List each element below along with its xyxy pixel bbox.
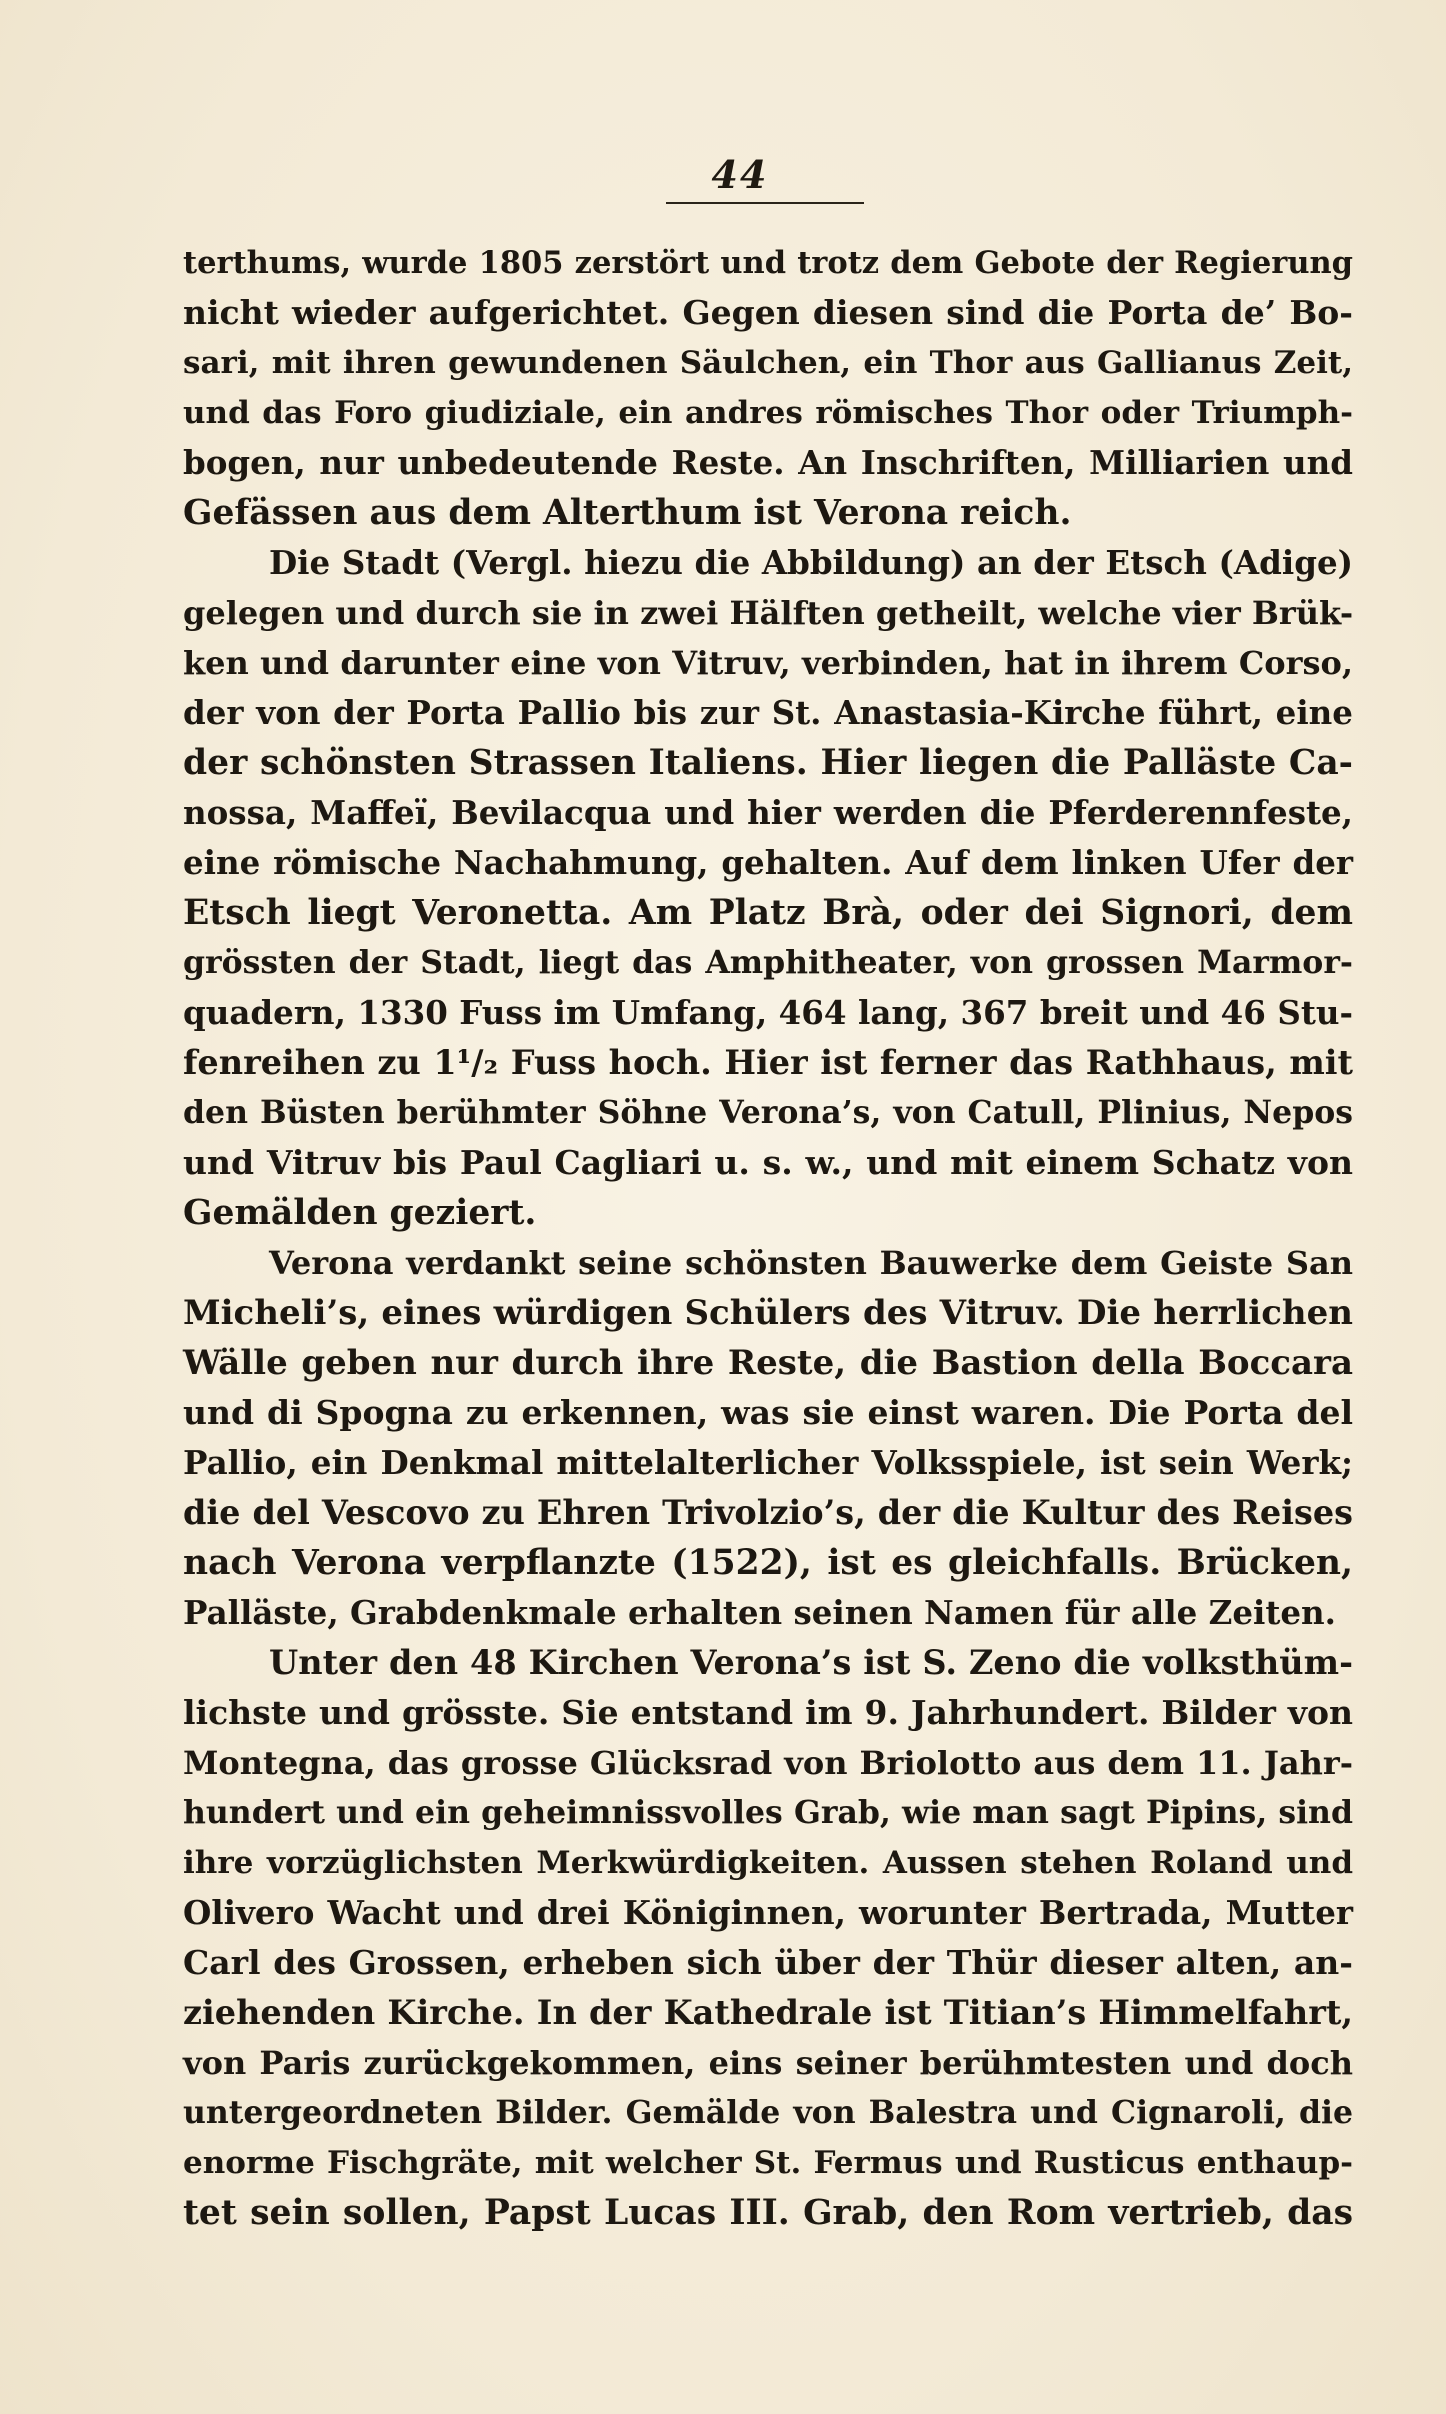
text-line: enorme Fischgräte, mit welcher St. Fermus und Rusticus enthaup- xyxy=(183,2145,1353,2181)
text-line: nossa, Maffeï, Bevilacqua und hier werden die Pferderennfeste, xyxy=(183,793,1353,832)
text-line: Carl des Grossen, erheben sich über der Thür dieser alten, an- xyxy=(183,1943,1353,1982)
text-line: gelegen und durch sie in zwei Hälften getheilt, welche vier Brük- xyxy=(183,594,1354,632)
text-line: Pallio, ein Denkmal mittelalterlicher Volksspiele, ist sein Werk; xyxy=(183,1443,1353,1482)
text-line: Gemälden geziert. xyxy=(183,1193,537,1233)
text-line: grössten der Stadt, liegt das Amphitheater, von grossen Marmor- xyxy=(183,944,1353,981)
text-line: nach Verona verpflanzte (1522), ist es gleichfalls. Brücken, xyxy=(183,1543,1353,1583)
text-line: hundert und ein geheimnissvolles Grab, wie man sagt Pipins, sind xyxy=(183,1794,1353,1831)
text-line: ihre vorzüglichsten Merkwürdigkeiten. Aussen stehen Roland und xyxy=(183,1845,1353,1881)
text-line: untergeordneten Bilder. Gemälde von Balestra und Cignaroli, die xyxy=(183,2094,1353,2131)
page-number: 44 xyxy=(711,152,769,197)
text-line: Verona verdankt seine schönsten Bauwerke dem Geiste San xyxy=(269,1244,1353,1282)
text-line: Wälle geben nur durch ihre Reste, die Bastion della Boccara xyxy=(183,1343,1353,1383)
text-line: lichste und grösste. Sie entstand im 9. Jahrhundert. Bilder von xyxy=(183,1693,1353,1732)
text-line: tet sein sollen, Papst Lucas III. Grab, den Rom vertrieb, das xyxy=(183,2193,1353,2233)
text-line: quadern, 1330 Fuss im Umfang, 464 lang, 367 breit und 46 Stu- xyxy=(183,993,1353,1032)
text-line: Die Stadt (Vergl. hiezu die Abbildung) an der Etsch (Adige) xyxy=(269,543,1353,582)
text-line: ken und darunter eine von Vitruv, verbinden, hat in ihrem Corso, xyxy=(183,644,1353,682)
text-line: Montegna, das grosse Glücksrad von Briolotto aus dem 11. Jahr- xyxy=(183,1744,1353,1782)
text-line: fenreihen zu 1¹/₂ Fuss hoch. Hier ist ferner das Rathhaus, mit xyxy=(183,1043,1353,1082)
text-line: Micheli’s, eines würdigen Schülers des Vitruv. Die herrlichen xyxy=(183,1293,1353,1333)
text-line: Etsch liegt Veronetta. Am Platz Brà, oder dei Signori, dem xyxy=(183,893,1353,933)
text-line: die del Vescovo zu Ehren Trivolzio’s, der die Kultur des Reises xyxy=(183,1493,1353,1532)
text-line: bogen, nur unbedeutende Reste. An Inschriften, Milliarien und xyxy=(183,443,1353,482)
text-line: Gefässen aus dem Alterthum ist Verona reich. xyxy=(183,493,1072,533)
text-line: ziehenden Kirche. In der Kathedrale ist Titian’s Himmelfahrt, xyxy=(183,1993,1353,2032)
header-rule xyxy=(666,202,864,204)
text-line: von Paris zurückgekommen, eins seiner berühmtesten und doch xyxy=(183,2044,1353,2082)
text-line: sari, mit ihren gewundenen Säulchen, ein Thor aus Gallianus Zeit, xyxy=(183,345,1353,381)
text-line: und di Spogna zu erkennen, was sie einst waren. Die Porta del xyxy=(183,1393,1353,1432)
body-text xyxy=(183,238,1353,2238)
text-line: nicht wieder aufgerichtet. Gegen diesen sind die Porta de’ Bo- xyxy=(183,293,1353,332)
text-line: terthums, wurde 1805 zerstört und trotz dem Gebote der Regierung xyxy=(183,245,1353,281)
text-line: Unter den 48 Kirchen Verona’s ist S. Zeno die volksthüm- xyxy=(269,1643,1353,1682)
text-line: den Büsten berühmter Söhne Verona’s, von Catull, Plinius, Nepos xyxy=(183,1094,1353,1131)
text-line: Palläste, Grabdenkmale erhalten seinen Namen für alle Zeiten. xyxy=(183,1593,1336,1632)
text-line: der schönsten Strassen Italiens. Hier liegen die Palläste Ca- xyxy=(183,743,1353,783)
text-line: und das Foro giudiziale, ein andres römisches Thor oder Triumph- xyxy=(183,395,1353,431)
text-line: der von der Porta Pallio bis zur St. Anastasia-Kirche führt, eine xyxy=(183,693,1353,732)
text-line: und Vitruv bis Paul Cagliari u. s. w., und mit einem Schatz von xyxy=(183,1143,1353,1182)
text-line: eine römische Nachahmung, gehalten. Auf dem linken Ufer der xyxy=(183,843,1353,882)
text-line: Olivero Wacht und drei Königinnen, worunter Bertrada, Mutter xyxy=(183,1893,1353,1932)
